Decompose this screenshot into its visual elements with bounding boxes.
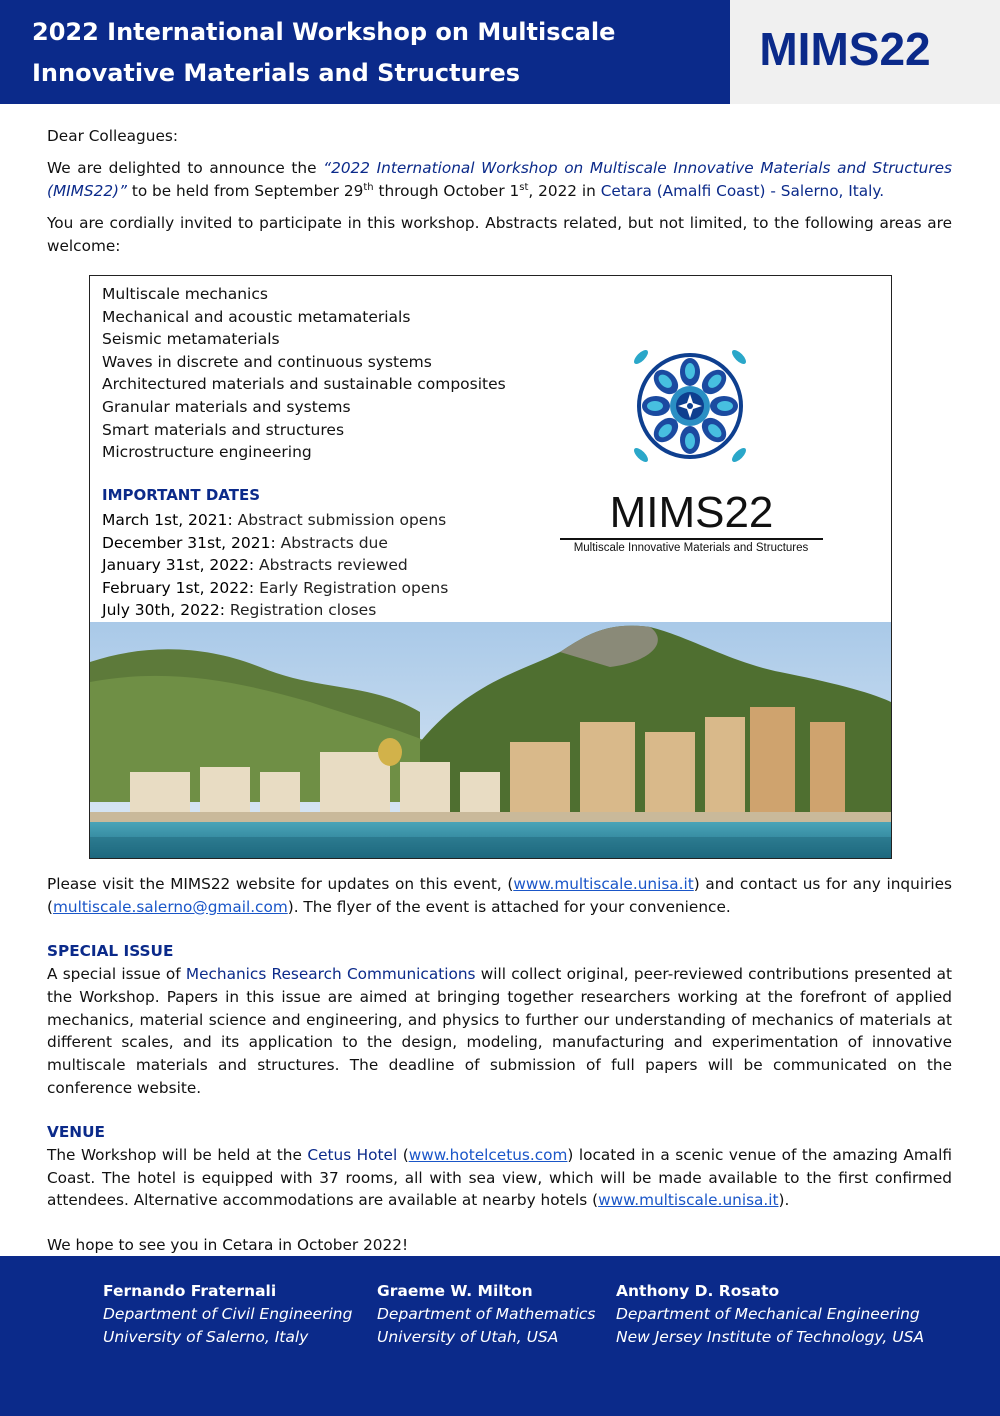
- hotel-name: Cetus Hotel: [307, 1146, 398, 1165]
- organizer-dept: Department of Mechanical Engineering: [616, 1305, 920, 1323]
- spacer: [47, 918, 952, 940]
- email-link[interactable]: multiscale.salerno@gmail.com: [52, 897, 288, 916]
- header-title-panel: [0, 0, 730, 104]
- organizer-uni: New Jersey Institute of Technology, USA: [616, 1328, 925, 1346]
- organizer-dept: Department of Civil Engineering: [103, 1305, 353, 1323]
- special-issue-post: will collect original, peer-reviewed contributions presented at the Workshop. Papers in this issue are aimed at bringing together researchers working at the forefront of applied mechanics, material science and engineering, and physics to further our understanding of mechanics of materials at different scales, and its application to the design, modeling, manufacturing and experimentation of innovative multiscale materials and structures. The deadline of submission of full papers will be communicated on the conference website.: [47, 965, 952, 1097]
- important-dates-list: [102, 509, 448, 622]
- alt-hotels-link[interactable]: www.multiscale.unisa.it: [598, 1191, 779, 1210]
- title-line-1: 2022 International Workshop on Multiscale: [32, 18, 616, 46]
- intro-section: [47, 125, 952, 267]
- date-from: September 29: [254, 182, 364, 200]
- venue-post: ) located in a scenic venue of the amazing Amalfi Coast. The hotel is equipped with 37 rooms, all with sea view, which will be made available to the first confirmed attendees. Alternative accommodations are available at nearby hotels (: [47, 1146, 953, 1210]
- date-item: [102, 599, 448, 622]
- organizer-name: Anthony D. Rosato: [616, 1282, 780, 1300]
- topic-item: Waves in discrete and continuous systems: [102, 352, 432, 371]
- venue-paragraph: [47, 1144, 952, 1212]
- details-section: [47, 873, 952, 1257]
- workshop-name: “2022 International Workshop on Multiscale Innovative Materials and Structures (MIMS22)”: [47, 159, 952, 200]
- date-year: , 2022: [528, 182, 578, 200]
- announce-pre: We are delighted to announce the: [47, 159, 324, 177]
- date-from-sup: th: [363, 181, 374, 193]
- spacer: [47, 1212, 952, 1234]
- location: Cetara (Amalfi Coast) - Salerno, Italy.: [600, 182, 885, 200]
- visit-paragraph: [47, 873, 952, 918]
- journal-name: Mechanics Research Communications: [185, 965, 476, 984]
- announcement: [47, 157, 952, 203]
- topic-item: Smart materials and structures: [102, 420, 345, 439]
- greeting: Dear Colleagues:: [47, 127, 178, 145]
- date-item: [102, 577, 448, 600]
- header-banner: [0, 0, 1000, 104]
- important-dates-heading: IMPORTANT DATES: [102, 486, 260, 504]
- organizer-card: [377, 1280, 595, 1349]
- topic-item: Architectured materials and sustainable composites: [102, 375, 506, 394]
- topic-item: Microstructure engineering: [102, 443, 312, 462]
- page-title: [32, 12, 712, 94]
- date-event: Registration closes: [224, 601, 377, 620]
- topic-item: Multiscale mechanics: [102, 285, 268, 303]
- box-logo-title: MIMS22: [609, 488, 774, 537]
- topic-item: Seismic metamaterials: [102, 330, 280, 349]
- date-label: December 31st, 2021:: [102, 533, 276, 552]
- organizer-name: Graeme W. Milton: [377, 1282, 533, 1300]
- venue-pre: The Workshop will be held at the: [47, 1146, 308, 1165]
- topic-item: Granular materials and systems: [102, 397, 351, 416]
- date-through: through October 1: [373, 182, 520, 200]
- special-issue-heading: SPECIAL ISSUE: [47, 942, 174, 961]
- organizer-card: [616, 1280, 924, 1349]
- date-item: [102, 509, 448, 532]
- venue-open: (: [397, 1146, 409, 1165]
- date-label: January 31st, 2022:: [102, 556, 255, 575]
- header-logo: MIMS22: [759, 23, 931, 75]
- date-item: [102, 554, 448, 577]
- date-through-sup: st: [519, 181, 529, 193]
- cetara-coast-photo: [90, 622, 891, 858]
- visit-post: ). The flyer of the event is attached for your convenience.: [287, 897, 731, 916]
- date-event: Abstract submission opens: [232, 511, 447, 529]
- website-link[interactable]: www.multiscale.unisa.it: [513, 875, 694, 893]
- logo-divider: [560, 538, 823, 540]
- date-event: Early Registration opens: [254, 578, 449, 597]
- hotel-link[interactable]: www.hotelcetus.com: [408, 1146, 568, 1165]
- special-issue-paragraph: [47, 963, 952, 1099]
- organizer-uni: University of Salerno, Italy: [103, 1328, 309, 1346]
- in-word: in: [577, 182, 601, 200]
- topics-list: [102, 283, 506, 464]
- organizer-uni: University of Utah, USA: [377, 1328, 559, 1346]
- special-issue-pre: A special issue of: [47, 965, 186, 984]
- venue-heading: VENUE: [47, 1123, 105, 1142]
- title-line-2: Innovative Materials and Structures: [32, 59, 521, 87]
- organizer-name: Fernando Fraternali: [103, 1282, 277, 1300]
- date-label: July 30th, 2022:: [102, 601, 225, 620]
- date-event: Abstracts reviewed: [254, 556, 408, 575]
- date-event: Abstracts due: [275, 533, 388, 552]
- closing-line: We hope to see you in Cetara in October 2022!: [47, 1236, 409, 1255]
- topic-item: Mechanical and acoustic metamaterials: [102, 307, 411, 326]
- announce-mid: to be held from: [126, 182, 255, 200]
- topics-box: [89, 275, 892, 859]
- box-logo-subtitle: Multiscale Innovative Materials and Structures: [573, 542, 809, 554]
- header-logo-panel: [730, 0, 1000, 104]
- organizer-dept: Department of Mathematics: [377, 1305, 596, 1323]
- visit-pre: Please visit the MIMS22 website for updates on this event, (: [47, 875, 514, 893]
- organizers-footer: [0, 1256, 1000, 1416]
- spacer: [47, 1099, 952, 1121]
- organizer-card: [103, 1280, 352, 1349]
- date-label: March 1st, 2021:: [102, 511, 233, 529]
- mandala-logo-icon: [625, 341, 755, 471]
- visit-mid: ) and contact us for any inquiries (: [47, 875, 952, 916]
- invitation: You are cordially invited to participate in this workshop. Abstracts related, but not limited, to the following areas are welcome:: [47, 214, 952, 255]
- date-label: February 1st, 2022:: [102, 578, 255, 597]
- date-item: [102, 532, 448, 555]
- venue-end: ).: [778, 1191, 790, 1210]
